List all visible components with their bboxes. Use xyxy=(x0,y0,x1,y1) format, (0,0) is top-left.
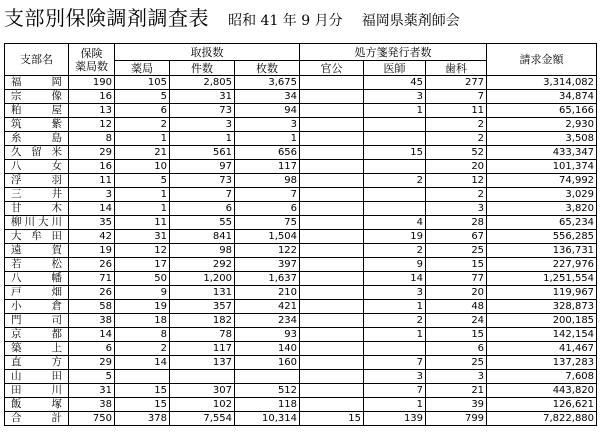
handled-cases-cell: 7 xyxy=(170,188,235,202)
handled-pharmacy-cell: 8 xyxy=(115,328,170,342)
prescriber-dentist-cell: 2 xyxy=(426,132,487,146)
claim-amount-cell: 137,283 xyxy=(487,356,597,370)
prescriber-public-cell xyxy=(300,258,364,272)
prescriber-dentist-cell: 7 xyxy=(426,90,487,104)
claim-amount-cell: 65,166 xyxy=(487,104,597,118)
prescriber-doctor-cell xyxy=(364,118,426,132)
handled-cases-cell: 7,554 xyxy=(170,412,235,426)
prescriber-doctor-cell: 7 xyxy=(364,384,426,398)
handled-sheets-cell: 3,675 xyxy=(235,76,300,90)
prescriber-public-cell xyxy=(300,188,364,202)
prescriber-dentist-cell: 2 xyxy=(426,188,487,202)
insured-pharmacies-cell: 58 xyxy=(69,300,115,314)
header-insured-line1: 保険 xyxy=(80,46,103,60)
handled-cases-cell: 357 xyxy=(170,300,235,314)
prescriber-dentist-cell: 77 xyxy=(426,272,487,286)
prescriber-dentist-cell: 67 xyxy=(426,230,487,244)
insured-pharmacies-cell: 29 xyxy=(69,356,115,370)
prescriber-public-cell xyxy=(300,272,364,286)
table-row xyxy=(5,230,597,244)
prescriber-dentist-cell: 2 xyxy=(426,118,487,132)
prescriber-dentist-cell: 799 xyxy=(426,412,487,426)
prescriber-dentist-cell: 52 xyxy=(426,146,487,160)
handled-sheets-cell: 140 xyxy=(235,342,300,356)
prescriber-public-cell xyxy=(300,160,364,174)
branch-name-cell: 筑紫 xyxy=(5,118,69,132)
handled-cases-cell: 3 xyxy=(170,118,235,132)
branch-name-cell: 浮羽 xyxy=(5,174,69,188)
handled-sheets-cell: 3 xyxy=(235,118,300,132)
handled-pharmacy-cell: 2 xyxy=(115,118,170,132)
handled-pharmacy-cell: 5 xyxy=(115,90,170,104)
prescriber-public-cell xyxy=(300,398,364,412)
handled-sheets-cell: 1,504 xyxy=(235,230,300,244)
prescriber-dentist-cell: 28 xyxy=(426,216,487,230)
handled-sheets-cell: 421 xyxy=(235,300,300,314)
page-title xyxy=(4,2,596,32)
association-name: 福岡県薬剤師会 xyxy=(361,13,460,29)
insured-pharmacies-cell: 71 xyxy=(69,272,115,286)
handled-pharmacy-cell: 11 xyxy=(115,216,170,230)
prescriber-public-cell xyxy=(300,342,364,356)
handled-pharmacy-cell: 10 xyxy=(115,160,170,174)
prescriber-dentist-cell: 25 xyxy=(426,356,487,370)
handled-pharmacy-cell: 1 xyxy=(115,132,170,146)
prescriber-doctor-cell: 4 xyxy=(364,216,426,230)
claim-amount-cell: 3,029 xyxy=(487,188,597,202)
header-handled: 取扱数 xyxy=(115,44,300,61)
prescriber-public-cell xyxy=(300,314,364,328)
table-row xyxy=(5,258,597,272)
branch-name-cell: 久留米 xyxy=(5,146,69,160)
branch-name-cell: 京都 xyxy=(5,328,69,342)
handled-cases-cell: 561 xyxy=(170,146,235,160)
insured-pharmacies-cell: 31 xyxy=(69,384,115,398)
claim-amount-cell: 101,374 xyxy=(487,160,597,174)
prescriber-doctor-cell: 2 xyxy=(364,314,426,328)
handled-pharmacy-cell: 105 xyxy=(115,76,170,90)
handled-cases-cell: 98 xyxy=(170,244,235,258)
handled-cases-cell: 1 xyxy=(170,132,235,146)
handled-sheets-cell: 234 xyxy=(235,314,300,328)
branch-name-cell: 飯塚 xyxy=(5,398,69,412)
prescriber-dentist-cell: 3 xyxy=(426,370,487,384)
table-row xyxy=(5,342,597,356)
header-prescriber-doctor: 医師 xyxy=(364,61,426,76)
insured-pharmacies-cell: 12 xyxy=(69,118,115,132)
insured-pharmacies-cell: 38 xyxy=(69,314,115,328)
handled-sheets-cell: 94 xyxy=(235,104,300,118)
insured-pharmacies-cell: 16 xyxy=(69,90,115,104)
survey-table xyxy=(4,43,597,426)
branch-name-cell: 三井 xyxy=(5,188,69,202)
header-prescriber-public: 官公 xyxy=(300,61,364,76)
claim-amount-cell: 443,820 xyxy=(487,384,597,398)
header-handled-cases: 件数 xyxy=(170,61,235,76)
handled-pharmacy-cell: 378 xyxy=(115,412,170,426)
handled-sheets-cell: 75 xyxy=(235,216,300,230)
claim-amount-cell: 126,621 xyxy=(487,398,597,412)
insured-pharmacies-cell: 190 xyxy=(69,76,115,90)
prescriber-public-cell xyxy=(300,356,364,370)
handled-cases-cell: 2,805 xyxy=(170,76,235,90)
branch-name-cell: 大牟田 xyxy=(5,230,69,244)
table-row xyxy=(5,412,597,426)
prescriber-dentist-cell: 25 xyxy=(426,244,487,258)
prescriber-doctor-cell xyxy=(364,342,426,356)
prescriber-dentist-cell: 39 xyxy=(426,398,487,412)
handled-sheets-cell: 6 xyxy=(235,202,300,216)
insured-pharmacies-cell: 16 xyxy=(69,160,115,174)
table-row xyxy=(5,398,597,412)
claim-amount-cell: 433,347 xyxy=(487,146,597,160)
table-row xyxy=(5,132,597,146)
claim-amount-cell: 136,731 xyxy=(487,244,597,258)
branch-name-cell: 直方 xyxy=(5,356,69,370)
branch-name-cell: 粕屋 xyxy=(5,104,69,118)
handled-sheets-cell: 210 xyxy=(235,286,300,300)
header-insured-pharmacies xyxy=(69,44,115,76)
handled-cases-cell: 131 xyxy=(170,286,235,300)
prescriber-doctor-cell: 19 xyxy=(364,230,426,244)
document-title: 支部別保険調剤調査表 xyxy=(4,6,209,30)
claim-amount-cell: 7,822,880 xyxy=(487,412,597,426)
header-prescribers: 処方箋発行者数 xyxy=(300,44,487,61)
handled-sheets-cell: 656 xyxy=(235,146,300,160)
table-row xyxy=(5,76,597,90)
claim-amount-cell: 227,976 xyxy=(487,258,597,272)
table-row xyxy=(5,118,597,132)
handled-pharmacy-cell: 18 xyxy=(115,314,170,328)
prescriber-public-cell xyxy=(300,76,364,90)
claim-amount-cell: 200,185 xyxy=(487,314,597,328)
handled-cases-cell: 102 xyxy=(170,398,235,412)
handled-pharmacy-cell: 6 xyxy=(115,104,170,118)
insured-pharmacies-cell: 35 xyxy=(69,216,115,230)
prescriber-dentist-cell: 12 xyxy=(426,174,487,188)
prescriber-doctor-cell: 1 xyxy=(364,328,426,342)
handled-sheets-cell: 34 xyxy=(235,90,300,104)
handled-cases-cell: 841 xyxy=(170,230,235,244)
claim-amount-cell: 34,874 xyxy=(487,90,597,104)
handled-cases-cell: 6 xyxy=(170,202,235,216)
branch-name-cell: 戸畑 xyxy=(5,286,69,300)
prescriber-public-cell xyxy=(300,174,364,188)
insured-pharmacies-cell: 11 xyxy=(69,174,115,188)
handled-pharmacy-cell: 2 xyxy=(115,342,170,356)
handled-cases-cell: 137 xyxy=(170,356,235,370)
branch-name-cell: 柳川大川 xyxy=(5,216,69,230)
handled-pharmacy-cell: 15 xyxy=(115,384,170,398)
prescriber-public-cell xyxy=(300,244,364,258)
insured-pharmacies-cell: 8 xyxy=(69,132,115,146)
table-row xyxy=(5,174,597,188)
branch-name-cell: 福岡 xyxy=(5,76,69,90)
insured-pharmacies-cell: 38 xyxy=(69,398,115,412)
branch-name-cell: 合計 xyxy=(5,412,69,426)
prescriber-public-cell xyxy=(300,300,364,314)
prescriber-doctor-cell: 139 xyxy=(364,412,426,426)
prescriber-doctor-cell: 1 xyxy=(364,398,426,412)
handled-cases-cell xyxy=(170,370,235,384)
prescriber-dentist-cell: 15 xyxy=(426,328,487,342)
prescriber-public-cell xyxy=(300,90,364,104)
handled-cases-cell: 31 xyxy=(170,90,235,104)
prescriber-doctor-cell: 2 xyxy=(364,174,426,188)
prescriber-public-cell xyxy=(300,202,364,216)
branch-name-cell: 田川 xyxy=(5,384,69,398)
handled-cases-cell: 55 xyxy=(170,216,235,230)
prescriber-public-cell xyxy=(300,286,364,300)
claim-amount-cell: 1,251,554 xyxy=(487,272,597,286)
handled-sheets-cell: 1 xyxy=(235,132,300,146)
handled-cases-cell: 97 xyxy=(170,160,235,174)
table-row xyxy=(5,216,597,230)
claim-amount-cell: 74,992 xyxy=(487,174,597,188)
handled-pharmacy-cell: 21 xyxy=(115,146,170,160)
header-claim-amount: 請求金額 xyxy=(487,44,597,76)
report-period: 昭和 41 年 9 月分 xyxy=(228,13,343,29)
claim-amount-cell: 41,467 xyxy=(487,342,597,356)
insured-pharmacies-cell: 19 xyxy=(69,244,115,258)
handled-pharmacy-cell: 9 xyxy=(115,286,170,300)
prescriber-dentist-cell: 11 xyxy=(426,104,487,118)
prescriber-public-cell: 15 xyxy=(300,412,364,426)
prescriber-public-cell xyxy=(300,384,364,398)
insured-pharmacies-cell: 29 xyxy=(69,146,115,160)
handled-cases-cell: 1,200 xyxy=(170,272,235,286)
handled-sheets-cell: 512 xyxy=(235,384,300,398)
handled-pharmacy-cell xyxy=(115,370,170,384)
prescriber-public-cell xyxy=(300,104,364,118)
table-row xyxy=(5,356,597,370)
prescriber-doctor-cell xyxy=(364,160,426,174)
handled-pharmacy-cell: 31 xyxy=(115,230,170,244)
prescriber-dentist-cell: 21 xyxy=(426,384,487,398)
insured-pharmacies-cell: 26 xyxy=(69,258,115,272)
handled-cases-cell: 78 xyxy=(170,328,235,342)
table-row xyxy=(5,314,597,328)
branch-name-cell: 門司 xyxy=(5,314,69,328)
table-row xyxy=(5,286,597,300)
prescriber-dentist-cell: 24 xyxy=(426,314,487,328)
branch-name-cell: 宗像 xyxy=(5,90,69,104)
prescriber-dentist-cell: 6 xyxy=(426,342,487,356)
prescriber-doctor-cell: 9 xyxy=(364,258,426,272)
prescriber-doctor-cell: 1 xyxy=(364,104,426,118)
table-body xyxy=(5,76,597,426)
handled-pharmacy-cell: 5 xyxy=(115,174,170,188)
table-row xyxy=(5,188,597,202)
table-row xyxy=(5,272,597,286)
prescriber-doctor-cell: 3 xyxy=(364,90,426,104)
claim-amount-cell: 7,608 xyxy=(487,370,597,384)
handled-sheets-cell xyxy=(235,370,300,384)
branch-name-cell: 小倉 xyxy=(5,300,69,314)
insured-pharmacies-cell: 3 xyxy=(69,188,115,202)
table-row xyxy=(5,104,597,118)
table-row xyxy=(5,300,597,314)
handled-pharmacy-cell: 1 xyxy=(115,188,170,202)
prescriber-doctor-cell xyxy=(364,188,426,202)
handled-pharmacy-cell: 14 xyxy=(115,356,170,370)
table-row xyxy=(5,202,597,216)
handled-pharmacy-cell: 1 xyxy=(115,202,170,216)
claim-amount-cell: 328,873 xyxy=(487,300,597,314)
prescriber-doctor-cell: 2 xyxy=(364,244,426,258)
insured-pharmacies-cell: 750 xyxy=(69,412,115,426)
insured-pharmacies-cell: 13 xyxy=(69,104,115,118)
prescriber-doctor-cell: 14 xyxy=(364,272,426,286)
table-row xyxy=(5,244,597,258)
prescriber-doctor-cell: 3 xyxy=(364,286,426,300)
claim-amount-cell: 142,154 xyxy=(487,328,597,342)
handled-pharmacy-cell: 50 xyxy=(115,272,170,286)
header-prescriber-dentist: 歯科 xyxy=(426,61,487,76)
prescriber-dentist-cell: 3 xyxy=(426,202,487,216)
branch-name-cell: 遠賀 xyxy=(5,244,69,258)
table-row xyxy=(5,328,597,342)
prescriber-doctor-cell: 1 xyxy=(364,300,426,314)
insured-pharmacies-cell: 14 xyxy=(69,328,115,342)
prescriber-public-cell xyxy=(300,230,364,244)
prescriber-doctor-cell xyxy=(364,132,426,146)
branch-name-cell: 糸島 xyxy=(5,132,69,146)
prescriber-public-cell xyxy=(300,146,364,160)
prescriber-doctor-cell: 45 xyxy=(364,76,426,90)
insured-pharmacies-cell: 26 xyxy=(69,286,115,300)
handled-sheets-cell: 7 xyxy=(235,188,300,202)
header-insured-line2: 薬局数 xyxy=(75,59,108,73)
table-row xyxy=(5,370,597,384)
insured-pharmacies-cell: 14 xyxy=(69,202,115,216)
branch-name-cell: 若松 xyxy=(5,258,69,272)
table-row xyxy=(5,146,597,160)
branch-name-cell: 甘木 xyxy=(5,202,69,216)
prescriber-doctor-cell: 3 xyxy=(364,370,426,384)
handled-sheets-cell: 1,637 xyxy=(235,272,300,286)
claim-amount-cell: 556,285 xyxy=(487,230,597,244)
claim-amount-cell: 2,930 xyxy=(487,118,597,132)
prescriber-public-cell xyxy=(300,132,364,146)
table-row xyxy=(5,384,597,398)
claim-amount-cell: 65,234 xyxy=(487,216,597,230)
handled-sheets-cell: 397 xyxy=(235,258,300,272)
prescriber-doctor-cell: 7 xyxy=(364,356,426,370)
claim-amount-cell: 3,820 xyxy=(487,202,597,216)
handled-sheets-cell: 98 xyxy=(235,174,300,188)
insured-pharmacies-cell: 5 xyxy=(69,370,115,384)
handled-cases-cell: 73 xyxy=(170,174,235,188)
handled-cases-cell: 117 xyxy=(170,342,235,356)
insured-pharmacies-cell: 6 xyxy=(69,342,115,356)
handled-pharmacy-cell: 19 xyxy=(115,300,170,314)
branch-name-cell: 山田 xyxy=(5,370,69,384)
table-row xyxy=(5,160,597,174)
handled-sheets-cell: 118 xyxy=(235,398,300,412)
handled-cases-cell: 182 xyxy=(170,314,235,328)
prescriber-dentist-cell: 15 xyxy=(426,258,487,272)
handled-cases-cell: 292 xyxy=(170,258,235,272)
handled-sheets-cell: 122 xyxy=(235,244,300,258)
handled-pharmacy-cell: 12 xyxy=(115,244,170,258)
table-row xyxy=(5,90,597,104)
header-handled-pharmacy: 薬局 xyxy=(115,61,170,76)
handled-cases-cell: 73 xyxy=(170,104,235,118)
claim-amount-cell: 119,967 xyxy=(487,286,597,300)
insured-pharmacies-cell: 42 xyxy=(69,230,115,244)
prescriber-public-cell xyxy=(300,216,364,230)
prescriber-public-cell xyxy=(300,328,364,342)
handled-sheets-cell: 117 xyxy=(235,160,300,174)
handled-sheets-cell: 10,314 xyxy=(235,412,300,426)
header-branch: 支部名 xyxy=(5,44,69,76)
handled-sheets-cell: 160 xyxy=(235,356,300,370)
handled-pharmacy-cell: 15 xyxy=(115,398,170,412)
handled-pharmacy-cell: 17 xyxy=(115,258,170,272)
branch-name-cell: 八幡 xyxy=(5,272,69,286)
header-handled-sheets: 枚数 xyxy=(235,61,300,76)
prescriber-dentist-cell: 277 xyxy=(426,76,487,90)
prescriber-doctor-cell xyxy=(364,202,426,216)
prescriber-public-cell xyxy=(300,118,364,132)
prescriber-dentist-cell: 20 xyxy=(426,286,487,300)
claim-amount-cell: 3,508 xyxy=(487,132,597,146)
prescriber-public-cell xyxy=(300,370,364,384)
claim-amount-cell: 3,314,082 xyxy=(487,76,597,90)
branch-name-cell: 八女 xyxy=(5,160,69,174)
handled-sheets-cell: 93 xyxy=(235,328,300,342)
branch-name-cell: 築上 xyxy=(5,342,69,356)
prescriber-doctor-cell: 15 xyxy=(364,146,426,160)
prescriber-dentist-cell: 20 xyxy=(426,160,487,174)
handled-cases-cell: 307 xyxy=(170,384,235,398)
prescriber-dentist-cell: 48 xyxy=(426,300,487,314)
